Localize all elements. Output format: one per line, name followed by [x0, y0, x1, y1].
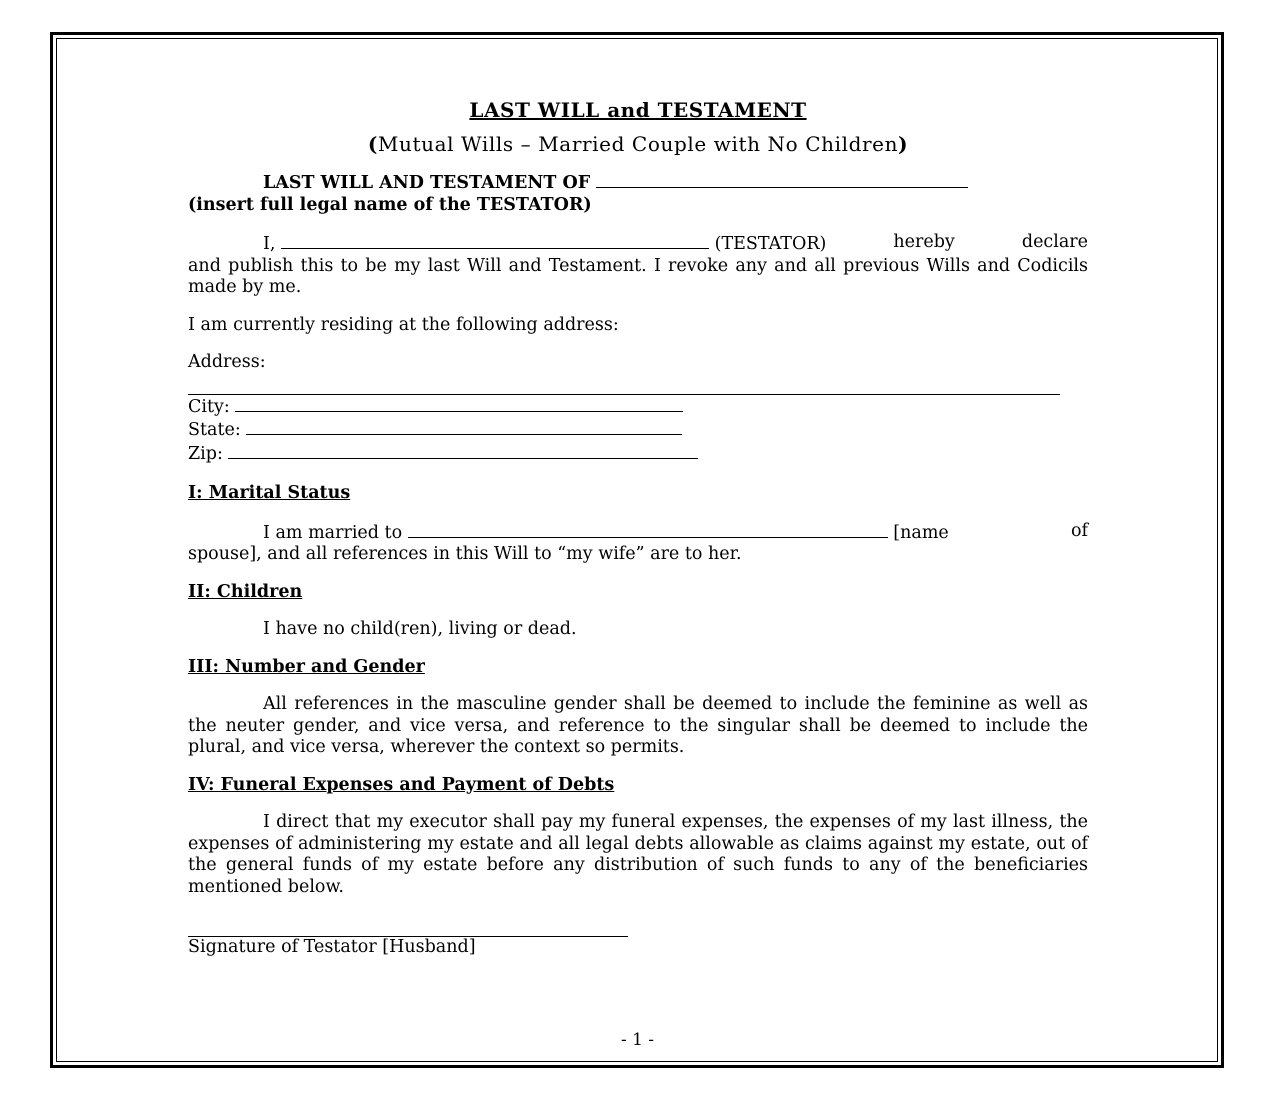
address-label: Address:	[188, 352, 266, 372]
state-field[interactable]	[246, 418, 682, 435]
marital-status-paragraph	[188, 521, 1088, 566]
residing-text: I am currently residing at the following address:	[188, 314, 619, 335]
declaration-continuation: and publish this to be my last Will and Testament. I revoke any and all previous Wills and Codicils made by me.	[188, 255, 1088, 297]
document-title: LAST WILL and TESTAMENT	[469, 98, 807, 122]
section-heading-number-gender: III: Number and Gender	[188, 656, 425, 677]
state-label: State:	[188, 420, 241, 440]
section-heading-funeral-expenses: IV: Funeral Expenses and Payment of Debts	[188, 774, 615, 795]
signature-label: Signature of Testator [Husband]	[188, 937, 476, 957]
city-line	[188, 395, 1088, 419]
subtitle-close-paren: )	[898, 131, 909, 156]
subtitle-open-paren: (	[367, 131, 378, 156]
signature-field[interactable]	[188, 920, 628, 937]
testator-name-field[interactable]	[596, 171, 968, 188]
testator-heading-text: LAST WILL AND TESTAMENT OF	[263, 173, 591, 193]
declaration-paragraph	[188, 232, 1088, 299]
number-gender-text: All references in the masculine gender shall be deemed to include the feminine as well as the neuter gender, and vice versa, and reference to the singular shall be deemed to include the plural, and vice versa, wherever the context so permits.	[188, 694, 1088, 757]
will-document	[188, 96, 1088, 959]
marital-of-word: of	[1070, 520, 1088, 541]
declaration-testator: (TESTATOR)	[714, 234, 827, 254]
spouse-name-field[interactable]	[408, 521, 888, 538]
testator-heading	[188, 171, 1088, 195]
marital-name-word: [name	[893, 522, 949, 543]
name-instruction: (insert full legal name of the TESTATOR)	[188, 194, 592, 215]
subtitle-text: Mutual Wills – Married Couple with No Children	[377, 131, 899, 156]
zip-field[interactable]	[228, 442, 698, 459]
city-label: City:	[188, 396, 230, 417]
marital-continuation: spouse], and all references in this Will to “my wife” are to her.	[188, 544, 742, 564]
address-field[interactable]	[188, 378, 1060, 395]
marital-prefix: I am married to	[263, 522, 403, 543]
children-text: I have no child(ren), living or dead.	[263, 619, 577, 639]
testator-declare-name-field[interactable]	[281, 232, 709, 249]
declaration-declare: declare	[1021, 232, 1088, 252]
declaration-prefix: I,	[263, 234, 276, 254]
city-field[interactable]	[235, 395, 683, 412]
page-number: - 1 -	[620, 1030, 655, 1050]
zip-line	[188, 442, 1088, 466]
zip-label: Zip:	[188, 443, 223, 464]
section-heading-children: II: Children	[188, 581, 303, 602]
declaration-hereby: hereby	[893, 232, 955, 252]
declaration-first-line	[188, 232, 1088, 256]
marital-first-line	[188, 521, 1088, 545]
section-heading-marital-status: I: Marital Status	[188, 483, 351, 503]
state-line	[188, 418, 1088, 442]
document-subtitle	[188, 131, 1088, 156]
funeral-expenses-text: I direct that my executor shall pay my funeral expenses, the expenses of my last illness, the expenses of administering my estate and all legal debts allowable as claims against my estate, out of the general funds of my estate before any distribution of such funds to any of the beneficiaries mentioned below.	[188, 812, 1088, 897]
